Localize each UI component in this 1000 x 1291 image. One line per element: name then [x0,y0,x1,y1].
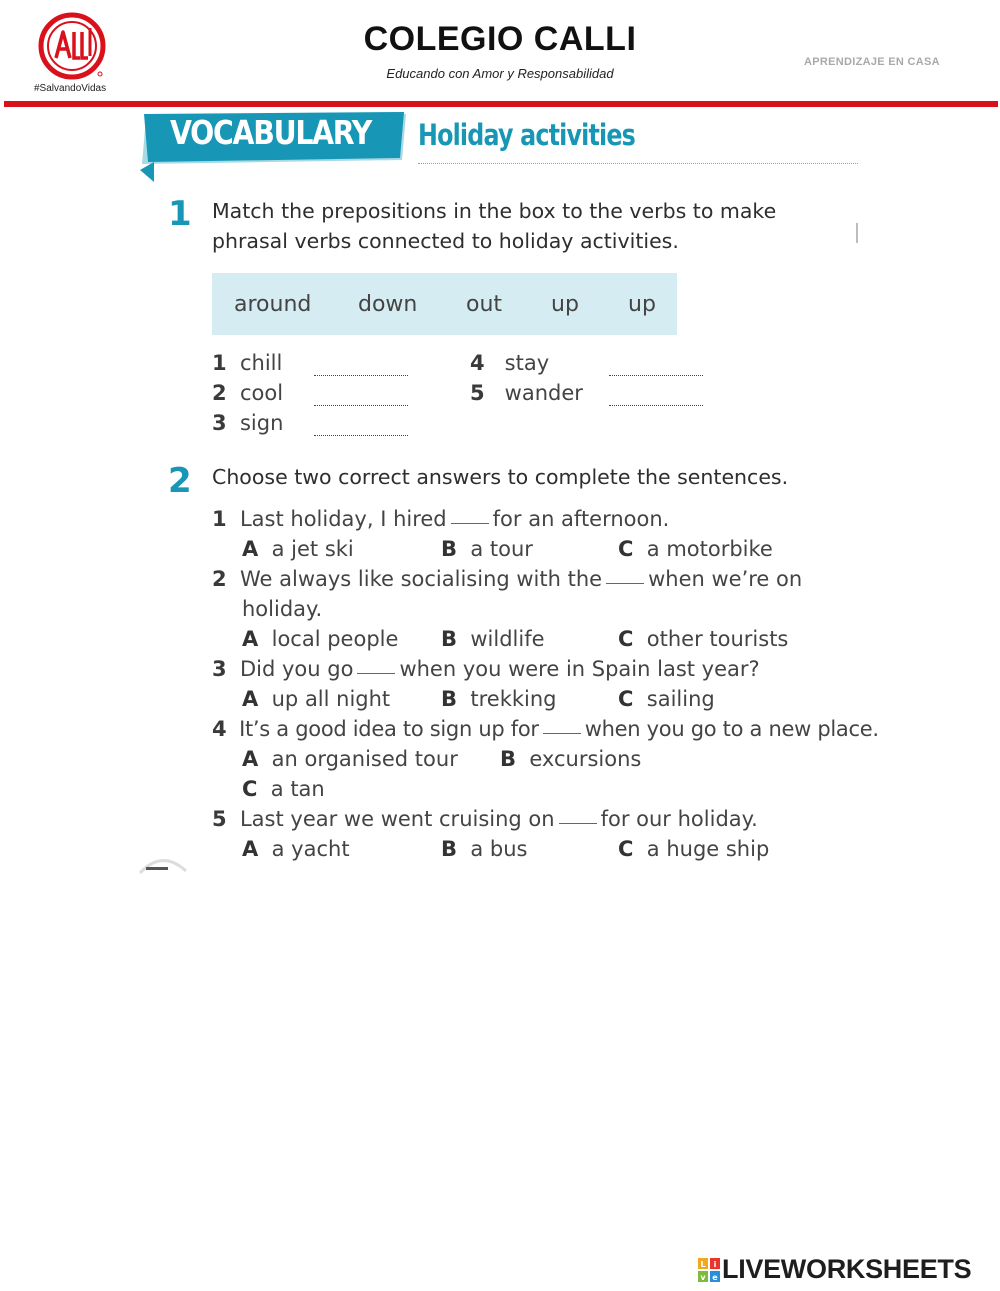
option-text: excursions [529,747,642,771]
option-text: a tour [470,537,533,561]
question-text-after: when you were in Spain last year? [399,657,760,681]
answer-blank[interactable] [314,434,408,436]
vocabulary-label: VOCABULARY [170,113,372,152]
option[interactable] [242,687,390,711]
option-text: a huge ship [646,837,770,861]
option-text: local people [271,627,399,651]
exercise-1-number: 1 [168,194,192,234]
question-blank [543,733,581,734]
question-3 [212,657,760,681]
phrasal-verb-item [212,351,282,375]
item-number: 2 [212,381,227,405]
option[interactable] [242,837,350,861]
option-text: a yacht [271,837,350,861]
liveworksheets-logo-icon [698,1258,720,1282]
box-word: out [466,292,503,317]
option[interactable] [500,747,641,771]
phrasal-verb-item [470,351,549,375]
option[interactable] [441,627,545,651]
question-blank [451,523,489,524]
option[interactable] [441,537,533,561]
question-4 [212,717,879,741]
option[interactable] [441,837,528,861]
option-text: a bus [470,837,528,861]
page-curl-mark [138,853,188,875]
lesson-title: Holiday activities [418,118,636,152]
option-letter: B [441,537,458,561]
answer-blank[interactable] [609,404,703,406]
option-text: other tourists [646,627,789,651]
option-text: a tan [270,777,325,801]
question-text-before: Last year we went cruising on [239,807,555,831]
logo-letter: L [700,1260,706,1269]
option-letter: C [618,627,634,651]
option-text: wildlife [470,627,545,651]
phrasal-verb-item [470,381,583,405]
option[interactable] [618,537,773,561]
question-number: 4 [212,717,227,741]
title-dotted-line [418,163,858,164]
item-number: 3 [212,411,227,435]
phrasal-verb-item [212,411,283,435]
option-text: an organised tour [271,747,458,771]
question-blank [559,823,597,824]
answer-blank[interactable] [314,404,408,406]
exercise-2-number: 2 [168,461,192,501]
school-name: COLEGIO CALLI [363,20,637,58]
option-letter: A [242,747,259,771]
option-letter: B [441,687,458,711]
item-number: 1 [212,351,227,375]
box-word: down [358,292,418,317]
question-text-before: It’s a good idea to sign up for [239,717,539,741]
option[interactable] [242,777,325,801]
answer-blank[interactable] [609,374,703,376]
header-divider [4,101,998,107]
box-word: around [234,292,312,317]
option-text: up all night [271,687,391,711]
option[interactable] [242,747,458,771]
option[interactable] [242,537,354,561]
option[interactable] [618,687,715,711]
option-letter: A [242,687,259,711]
question-2-line-2: holiday. [242,597,323,621]
question-blank [357,673,395,674]
question-text-after: when we’re on [648,567,803,591]
question-text-before: Did you go [239,657,354,681]
logo-letter: i [713,1260,717,1269]
margin-mark [856,223,858,243]
option-letter: A [242,627,259,651]
question-2 [212,567,802,591]
school-motto: Educando con Amor y Responsabilidad [386,66,614,81]
option-letter: C [618,837,634,861]
option-letter: B [441,627,458,651]
item-verb: cool [239,381,284,405]
question-5 [212,807,758,831]
question-blank [606,583,644,584]
phrasal-verb-item [212,381,283,405]
liveworksheets-brand: LIVEWORKSHEETS [722,1254,972,1284]
question-number: 3 [212,657,227,681]
option-text: trekking [470,687,557,711]
exercise-1-instruction-line-1: Match the prepositions in the box to the verbs to make [212,199,777,223]
option-text: a jet ski [271,537,354,561]
option-text: a motorbike [646,537,773,561]
option[interactable] [618,627,788,651]
item-verb: chill [239,351,283,375]
question-1 [212,507,669,531]
option-text: sailing [646,687,715,711]
question-number: 5 [212,807,227,831]
option[interactable] [441,687,557,711]
option-letter: B [441,837,458,861]
box-word: up [628,292,656,317]
answer-blank[interactable] [314,374,408,376]
item-verb: wander [504,381,583,405]
option-letter: B [500,747,517,771]
option-letter: C [242,777,258,801]
question-number: 1 [212,507,227,531]
option-letter: C [618,687,634,711]
option[interactable] [242,627,398,651]
question-text-after: for our holiday. [600,807,758,831]
box-word: up [551,292,579,317]
question-text-after: for an afternoon. [492,507,670,531]
question-text-after: when you go to a new place. [584,717,879,741]
exercise-1-instruction-line-2: phrasal verbs connected to holiday activities. [212,229,679,253]
option-letter: A [242,837,259,861]
item-number: 5 [470,381,485,405]
item-number: 4 [470,351,485,375]
exercise-2-instruction: Choose two correct answers to complete the sentences. [212,465,789,489]
question-text-before: We always like socialising with the [239,567,603,591]
option-letter: A [242,537,259,561]
logo-letter: v [700,1273,706,1282]
option-letter: C [618,537,634,561]
section-label: APRENDIZAJE EN CASA [804,56,940,68]
question-number: 2 [212,567,227,591]
item-verb: sign [239,411,284,435]
hashtag-text: #SalvandoVidas [34,83,107,94]
logo-letter: e [712,1273,718,1282]
item-verb: stay [504,351,550,375]
question-text-before: Last holiday, I hired [239,507,447,531]
option[interactable] [618,837,769,861]
